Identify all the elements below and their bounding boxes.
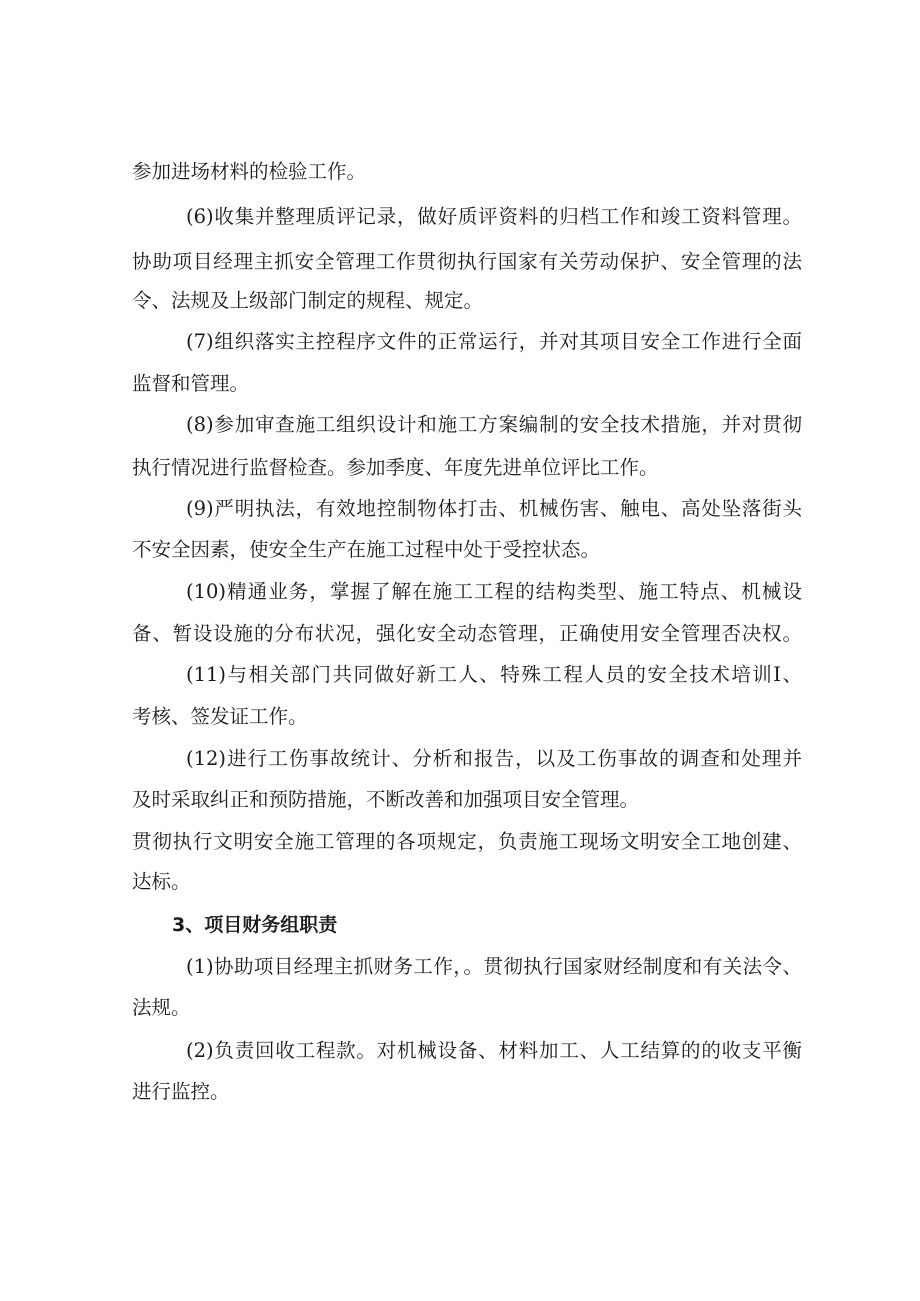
- text-line: 不安全因素，使安全生产在施工过程中处于受控状态。: [132, 538, 601, 561]
- text-line: 备、暂设设施的分布状况，强化安全动态管理，正确使用安全管理否决权。: [132, 622, 802, 645]
- text-line-item-9: (9)严明执法，有效地控制物体打击、机械伤害、触电、高处坠落街头: [186, 497, 802, 520]
- text-line-item-10: (10)精通业务，掌握了解在施工工程的结构类型、施工特点、机械设: [186, 580, 802, 603]
- text-line: 令、法规及上级部门制定的规程、规定。: [132, 289, 484, 312]
- text-line: 考核、签发证工作。: [132, 705, 308, 728]
- text-line: 执行情况进行监督检查。参加季度、年度先进单位评比工作。: [132, 456, 659, 479]
- text-line-item-8: (8)参加审查施工组织设计和施工方案编制的安全技术措施，并对贯彻: [186, 413, 802, 436]
- text-line: 及时采取纠正和预防措施，不断改善和加强项目安全管理。: [132, 788, 640, 811]
- text-line-finance-1: (1)协助项目经理主抓财务工作，。贯彻执行国家财经制度和有关法令、: [186, 955, 802, 978]
- text-line: 协助项目经理主抓安全管理工作贯彻执行国家有关劳动保护、安全管理的法: [132, 250, 802, 273]
- text-line-item-7: (7)组织落实主控程序文件的正常运行，并对其项目安全工作进行全面: [186, 330, 802, 353]
- text-line: 参加进场材料的检验工作。: [132, 160, 367, 183]
- text-line-item-6: (6)收集并整理质评记录，做好质评资料的归档工作和竣工资料管理。: [186, 205, 802, 228]
- text-line: 进行监控。: [132, 1080, 230, 1103]
- section-heading: 3、项目财务组职责: [172, 914, 338, 936]
- text-line-finance-2: (2)负责回收工程款。对机械设备、材料加工、人工结算的的收支平衡: [186, 1039, 802, 1062]
- text-line-item-11: (11)与相关部门共同做好新工人、特殊工程人员的安全技术培训I、: [186, 663, 802, 686]
- text-line: 监督和管理。: [132, 372, 250, 395]
- text-line: 法规。: [132, 996, 191, 1019]
- text-line: 达标。: [132, 870, 191, 893]
- text-line: 贯彻执行文明安全施工管理的各项规定，负责施工现场文明安全工地创建、: [132, 830, 802, 853]
- text-line-item-12: (12)进行工伤事故统计、分析和报告，以及工伤事故的调查和处理并: [186, 747, 802, 770]
